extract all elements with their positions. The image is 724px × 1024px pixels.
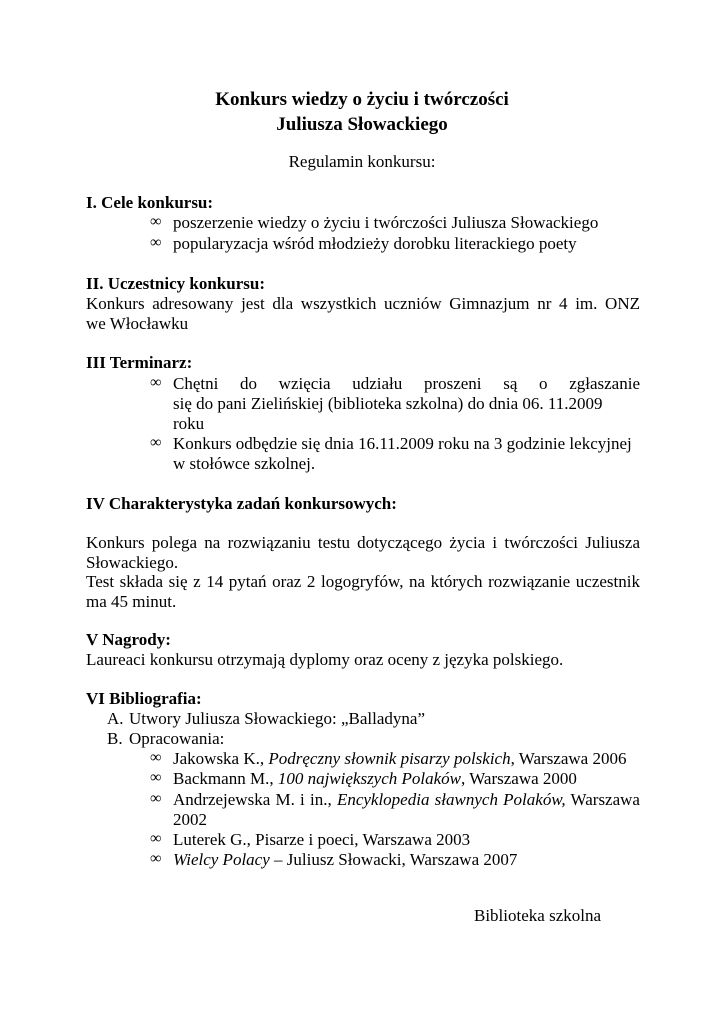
bibliography-item: Luterek G., Pisarze i poeci, Warszawa 2003 xyxy=(173,830,471,849)
document-subtitle: Regulamin konkursu: xyxy=(288,152,436,171)
infinity-bullet-icon: ∞ xyxy=(150,830,162,847)
infinity-bullet-icon: ∞ xyxy=(150,234,162,251)
list-item: Opracowania: xyxy=(129,729,225,748)
document-title-line1: Konkurs wiedzy o życiu i twórczości xyxy=(215,89,509,110)
infinity-bullet-icon: ∞ xyxy=(150,850,162,867)
bibliography-item: Backmann M., 100 największych Polaków, Warszawa 2000 xyxy=(173,769,577,788)
list-item: poszerzenie wiedzy o życiu i twórczości Juliusza Słowackiego xyxy=(173,213,599,232)
infinity-bullet-icon: ∞ xyxy=(150,749,162,766)
list-marker: A. xyxy=(107,709,124,728)
infinity-bullet-icon: ∞ xyxy=(150,213,162,230)
list-marker: B. xyxy=(107,729,123,748)
infinity-bullet-icon: ∞ xyxy=(150,434,162,451)
section-heading-terminarz: III Terminarz: xyxy=(86,353,193,372)
list-item-line: w stołówce szkolnej. xyxy=(173,454,316,473)
paragraph-line: we Włocławku xyxy=(86,314,189,333)
bibliography-item-continuation: 2002 xyxy=(173,810,207,829)
bibliography-item: Jakowska K., Podręczny słownik pisarzy polskich, Warszawa 2006 xyxy=(173,749,627,768)
paragraph-line: Test składa się z 14 pytań oraz 2 logogryfów, na których rozwiązanie uczestnik xyxy=(86,572,640,591)
section-heading-bibliografia: VI Bibliografia: xyxy=(86,689,202,708)
infinity-bullet-icon: ∞ xyxy=(150,374,162,391)
document-title-line2: Juliusza Słowackiego xyxy=(276,114,448,135)
list-item-line: Konkurs odbędzie się dnia 16.11.2009 roku na 3 godzinie lekcyjnej xyxy=(173,434,632,453)
bibliography-item: Andrzejewska M. i in., Encyklopedia sławnych Polaków, Warszawa xyxy=(173,790,640,809)
section-heading-uczestnicy: II. Uczestnicy konkursu: xyxy=(86,274,265,293)
bibliography-item: Wielcy Polacy – Juliusz Słowacki, Warszawa 2007 xyxy=(173,850,518,869)
paragraph-line: Laureaci konkursu otrzymają dyplomy oraz oceny z języka polskiego. xyxy=(86,650,564,669)
list-item: popularyzacja wśród młodzieży dorobku literackiego poety xyxy=(173,234,577,253)
signature: Biblioteka szkolna xyxy=(474,906,602,925)
infinity-bullet-icon: ∞ xyxy=(150,769,162,786)
infinity-bullet-icon: ∞ xyxy=(150,790,162,807)
list-item-line: roku xyxy=(173,414,205,433)
section-heading-charakterystyka: IV Charakterystyka zadań konkursowych: xyxy=(86,494,397,513)
paragraph-line: Konkurs adresowany jest dla wszystkich uczniów Gimnazjum nr 4 im. ONZ xyxy=(86,294,640,313)
section-heading-cele: I. Cele konkursu: xyxy=(86,193,214,212)
paragraph-line: Słowackiego. xyxy=(86,553,179,572)
list-item: Utwory Juliusza Słowackiego: „Balladyna” xyxy=(129,709,426,728)
paragraph-line: ma 45 minut. xyxy=(86,592,177,611)
section-heading-nagrody: V Nagrody: xyxy=(86,630,171,649)
list-item-line: Chętni do wzięcia udziału proszeni są o zgłaszanie xyxy=(173,374,640,393)
paragraph-line: Konkurs polega na rozwiązaniu testu dotyczącego życia i twórczości Juliusza xyxy=(86,533,640,552)
list-item-line: się do pani Zielińskiej (biblioteka szkolna) do dnia 06. 11.2009 xyxy=(173,394,603,413)
